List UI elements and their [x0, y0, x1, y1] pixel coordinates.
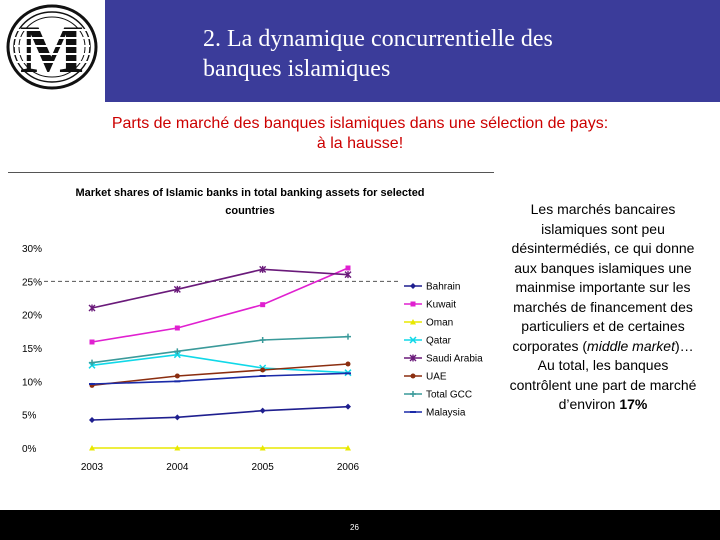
- x-tick-label: 2003: [80, 462, 104, 473]
- side-text-part-2: middle market: [587, 337, 675, 354]
- side-commentary: [506, 200, 700, 415]
- subtitle-line-1: Parts de marché des banques islamiques dans une sélection de pays:: [111, 115, 609, 132]
- series-total-gcc-point: [345, 334, 351, 340]
- m-logo-icon: [0, 0, 105, 96]
- y-tick-label: 15%: [22, 344, 43, 355]
- series-saudi-arabia-line: [92, 269, 348, 308]
- page-number: 26: [350, 523, 359, 532]
- y-tick-label: 20%: [22, 310, 43, 322]
- series-bahrain-point: [260, 408, 266, 414]
- legend-kuwait-point: [411, 302, 416, 307]
- series-uae-point: [260, 368, 265, 373]
- series-kuwait-point: [346, 266, 351, 271]
- title-bar: [105, 0, 720, 102]
- y-tick-label: 25%: [22, 277, 43, 289]
- legend-total-gcc-point: [410, 391, 416, 397]
- title-line-1: 2. La dynamique concurrentielle des: [203, 26, 553, 52]
- page-title: [203, 24, 703, 84]
- chart-title-line-2: countries: [225, 205, 275, 217]
- series-uae-point: [175, 374, 180, 379]
- chart-title-line-1: Market shares of Islamic banks in total banking assets for selected: [75, 187, 425, 199]
- series-bahrain-line: [92, 407, 348, 420]
- x-tick-label: 2006: [336, 462, 360, 473]
- x-tick-label: 2004: [166, 462, 189, 473]
- legend-oman-label: Oman: [426, 317, 454, 329]
- legend-bahrain-label: Bahrain: [426, 281, 461, 293]
- x-tick-label: 2005: [251, 462, 274, 473]
- series-kuwait-point: [175, 326, 180, 331]
- y-tick-label: 10%: [22, 377, 43, 389]
- slide-subtitle: [60, 114, 660, 154]
- logo-letter: M: [19, 11, 85, 87]
- plot-area: [22, 244, 483, 473]
- side-text-part-4: 17%: [619, 396, 648, 412]
- series-bahrain-point: [89, 417, 95, 423]
- y-tick-label: 0%: [22, 444, 37, 455]
- legend-saudi-arabia-label: Saudi Arabia: [426, 353, 483, 365]
- series-total-gcc-point: [260, 337, 266, 343]
- series-uae-point: [346, 362, 351, 367]
- series-total-gcc-line: [92, 337, 348, 363]
- divider: [8, 172, 494, 173]
- legend-kuwait-label: Kuwait: [426, 299, 457, 311]
- side-text-part-3: )… Au total, les banques contrôlent une part de marché d’environ: [509, 337, 697, 412]
- series-bahrain-point: [345, 404, 351, 410]
- series-kuwait-point: [90, 340, 95, 345]
- legend-uae-label: UAE: [426, 371, 447, 383]
- title-line-2: banques islamiques: [203, 56, 391, 82]
- legend-malaysia-label: Malaysia: [426, 407, 466, 419]
- side-text-part-1: Les marchés bancaires islamiques sont peu désintermédiés, ce qui donne aux banques islamiques une mainmise importante sur les marchés de financement des particuliers et de certaines corporates (: [511, 201, 695, 354]
- slide-footer: [0, 510, 720, 540]
- legend-total-gcc-label: Total GCC: [426, 389, 473, 401]
- legend-bahrain-point: [410, 283, 416, 289]
- series-kuwait-point: [260, 302, 265, 307]
- series-bahrain-point: [174, 414, 180, 420]
- series-malaysia-line: [92, 373, 348, 384]
- subtitle-line-2: à la hausse!: [316, 135, 404, 152]
- legend-qatar-label: Qatar: [426, 335, 452, 347]
- y-tick-label: 5%: [22, 410, 37, 422]
- slide-header: [0, 0, 720, 96]
- logo: [0, 0, 105, 96]
- legend-uae-point: [411, 374, 416, 379]
- y-tick-label: 30%: [22, 244, 43, 255]
- line-chart: [0, 176, 500, 476]
